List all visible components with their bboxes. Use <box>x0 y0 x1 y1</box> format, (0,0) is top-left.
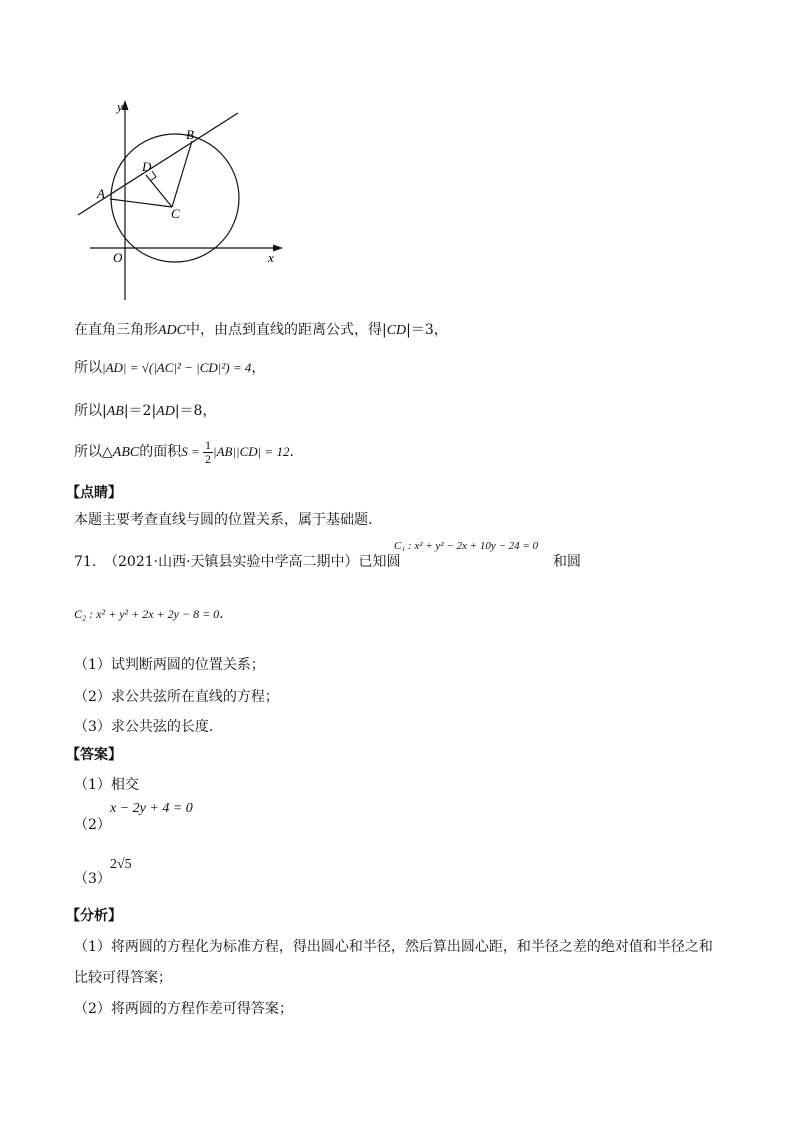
problem-and: 和圆 <box>553 554 581 570</box>
fraction-half <box>203 439 213 466</box>
answer-3-value: 2√5 <box>110 857 132 872</box>
text: 所以 <box>74 360 102 376</box>
text: . <box>289 444 294 460</box>
analysis-p2: （2）将两圆的方程作差可得答案； <box>74 1001 293 1017</box>
math: AD <box>156 404 175 419</box>
answer-2-label: （2） <box>74 817 111 833</box>
question-3: （3）求公共弦的长度. <box>74 719 214 735</box>
text: 的面积 <box>139 444 182 460</box>
segment-bc <box>172 141 192 207</box>
problem-source: （2021·山西·天镇县实验中学高二期中）已知圆 <box>104 554 401 570</box>
x-axis-arrow <box>273 245 283 252</box>
formula-ad: |AD| = √(|AC|² − |CD|²) = 4 <box>102 360 252 375</box>
question-1: （1）试判断两圆的位置关系； <box>74 657 265 673</box>
math: ABC <box>112 445 140 460</box>
answer-2-equation: x − 2y + 4 = 0 <box>110 801 193 816</box>
solution-line-2 <box>74 358 265 378</box>
analysis-p1b: 比较可得答案； <box>74 970 172 986</box>
equation-c1: C₁ : x² + y² − 2x + 10y − 24 = 0 <box>394 540 539 552</box>
text: |＝3， <box>406 322 448 338</box>
label-c: C <box>171 206 180 221</box>
analysis-heading: 【分析】 <box>66 908 122 924</box>
geometry-figure <box>70 95 290 305</box>
segment-dc <box>146 175 172 207</box>
problem-number: 71. <box>74 554 97 570</box>
solution-line-1 <box>74 320 448 341</box>
segment-ac <box>110 199 172 207</box>
math: CD <box>386 323 407 338</box>
text: 中，由点到直线的距离公式，得| <box>186 322 387 338</box>
text: 所以| <box>74 403 107 419</box>
fraction-numerator: 1 <box>205 437 212 452</box>
text: 所以△ <box>74 444 113 460</box>
math: S = <box>181 444 204 459</box>
text: |＝2| <box>123 403 157 419</box>
math: |AB||CD| = 12 <box>213 444 290 459</box>
label-a: A <box>97 186 105 201</box>
solution-line-4 <box>74 432 294 472</box>
solution-line-3 <box>74 401 216 422</box>
text: 在直角三角形 <box>74 322 158 338</box>
answer-3-label: （3） <box>74 871 111 887</box>
label-d: D <box>142 159 152 174</box>
label-o: O <box>113 250 123 265</box>
comment-text: 本题主要考查直线与圆的位置关系，属于基础题. <box>74 512 373 528</box>
label-b: B <box>186 127 194 142</box>
text: |＝8， <box>174 403 217 419</box>
fraction-denominator: 2 <box>205 451 212 466</box>
math: ADC <box>158 323 186 338</box>
text: . <box>219 606 224 622</box>
question-2: （2）求公共弦所在直线的方程； <box>74 689 279 705</box>
equation-c2-line <box>74 603 224 624</box>
equation-c2: C₂ : x² + y² + 2x + 2y − 8 = 0 <box>74 607 220 621</box>
text: ， <box>251 360 266 376</box>
answer-1: （1）相交 <box>74 777 139 793</box>
label-y: y <box>117 99 123 114</box>
label-x: x <box>268 250 274 265</box>
answer-heading: 【答案】 <box>66 747 122 763</box>
comment-heading: 【点睛】 <box>66 485 122 501</box>
math: AB <box>106 404 124 419</box>
analysis-p1a: （1）将两圆的方程化为标准方程，得出圆心和半径，然后算出圆心距，和半径之差的绝对值和半径之和 <box>74 939 713 955</box>
